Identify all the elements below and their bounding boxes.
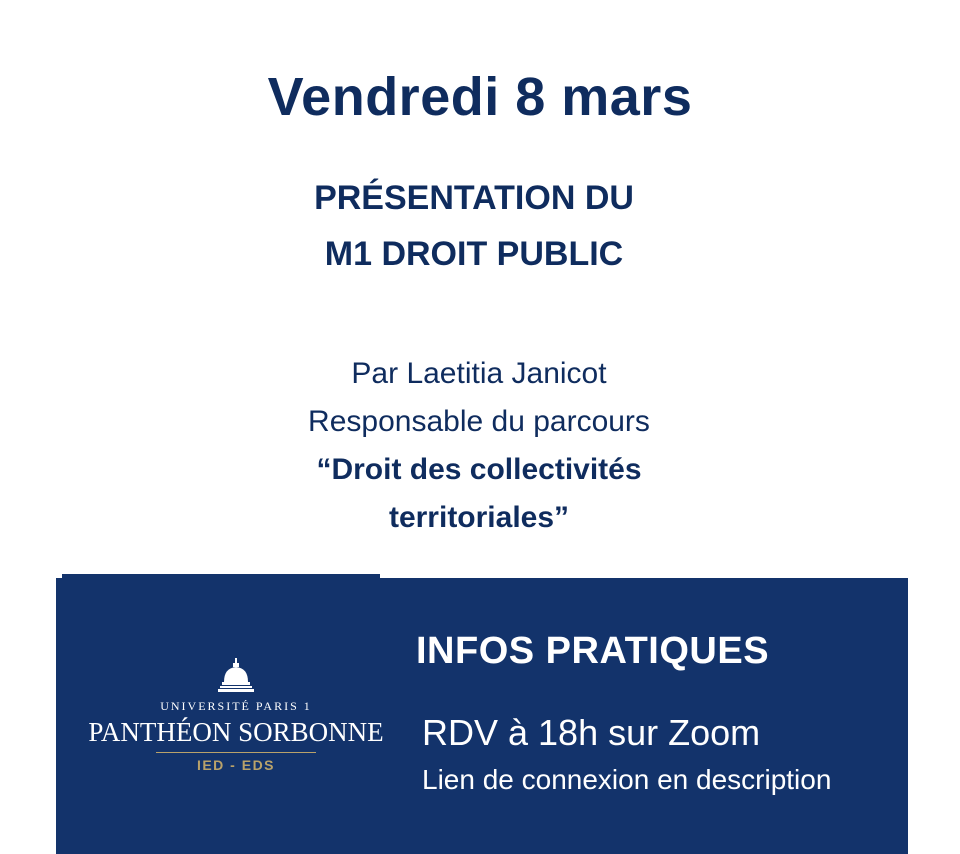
infos-title: INFOS PRATIQUES <box>416 630 770 672</box>
link-note: Lien de connexion en description <box>422 764 832 795</box>
university-label: UNIVERSITÉ PARIS 1 <box>160 699 312 713</box>
info-band <box>56 578 908 854</box>
speaker-block <box>0 350 958 542</box>
presentation-heading <box>0 170 948 282</box>
speaker-role: Responsable du parcours <box>308 405 650 438</box>
speaker-name: Par Laetitia Janicot <box>351 357 607 390</box>
presentation-line-1: PRÉSENTATION DU <box>314 179 634 217</box>
track-title-line-2: territoriales” <box>388 501 570 534</box>
date-title: Vendredi 8 mars <box>267 67 693 127</box>
unit-label: IED - EDS <box>196 757 276 773</box>
university-logo <box>86 658 386 773</box>
meeting-info: RDV à 18h sur Zoom <box>422 712 761 753</box>
university-name: PANTHÉON SORBONNE <box>88 717 384 747</box>
logo-divider <box>156 752 316 753</box>
track-title-line-1: “Droit des collectivités <box>316 453 642 486</box>
pantheon-dome-icon <box>216 658 256 694</box>
presentation-line-2: M1 DROIT PUBLIC <box>324 235 624 273</box>
